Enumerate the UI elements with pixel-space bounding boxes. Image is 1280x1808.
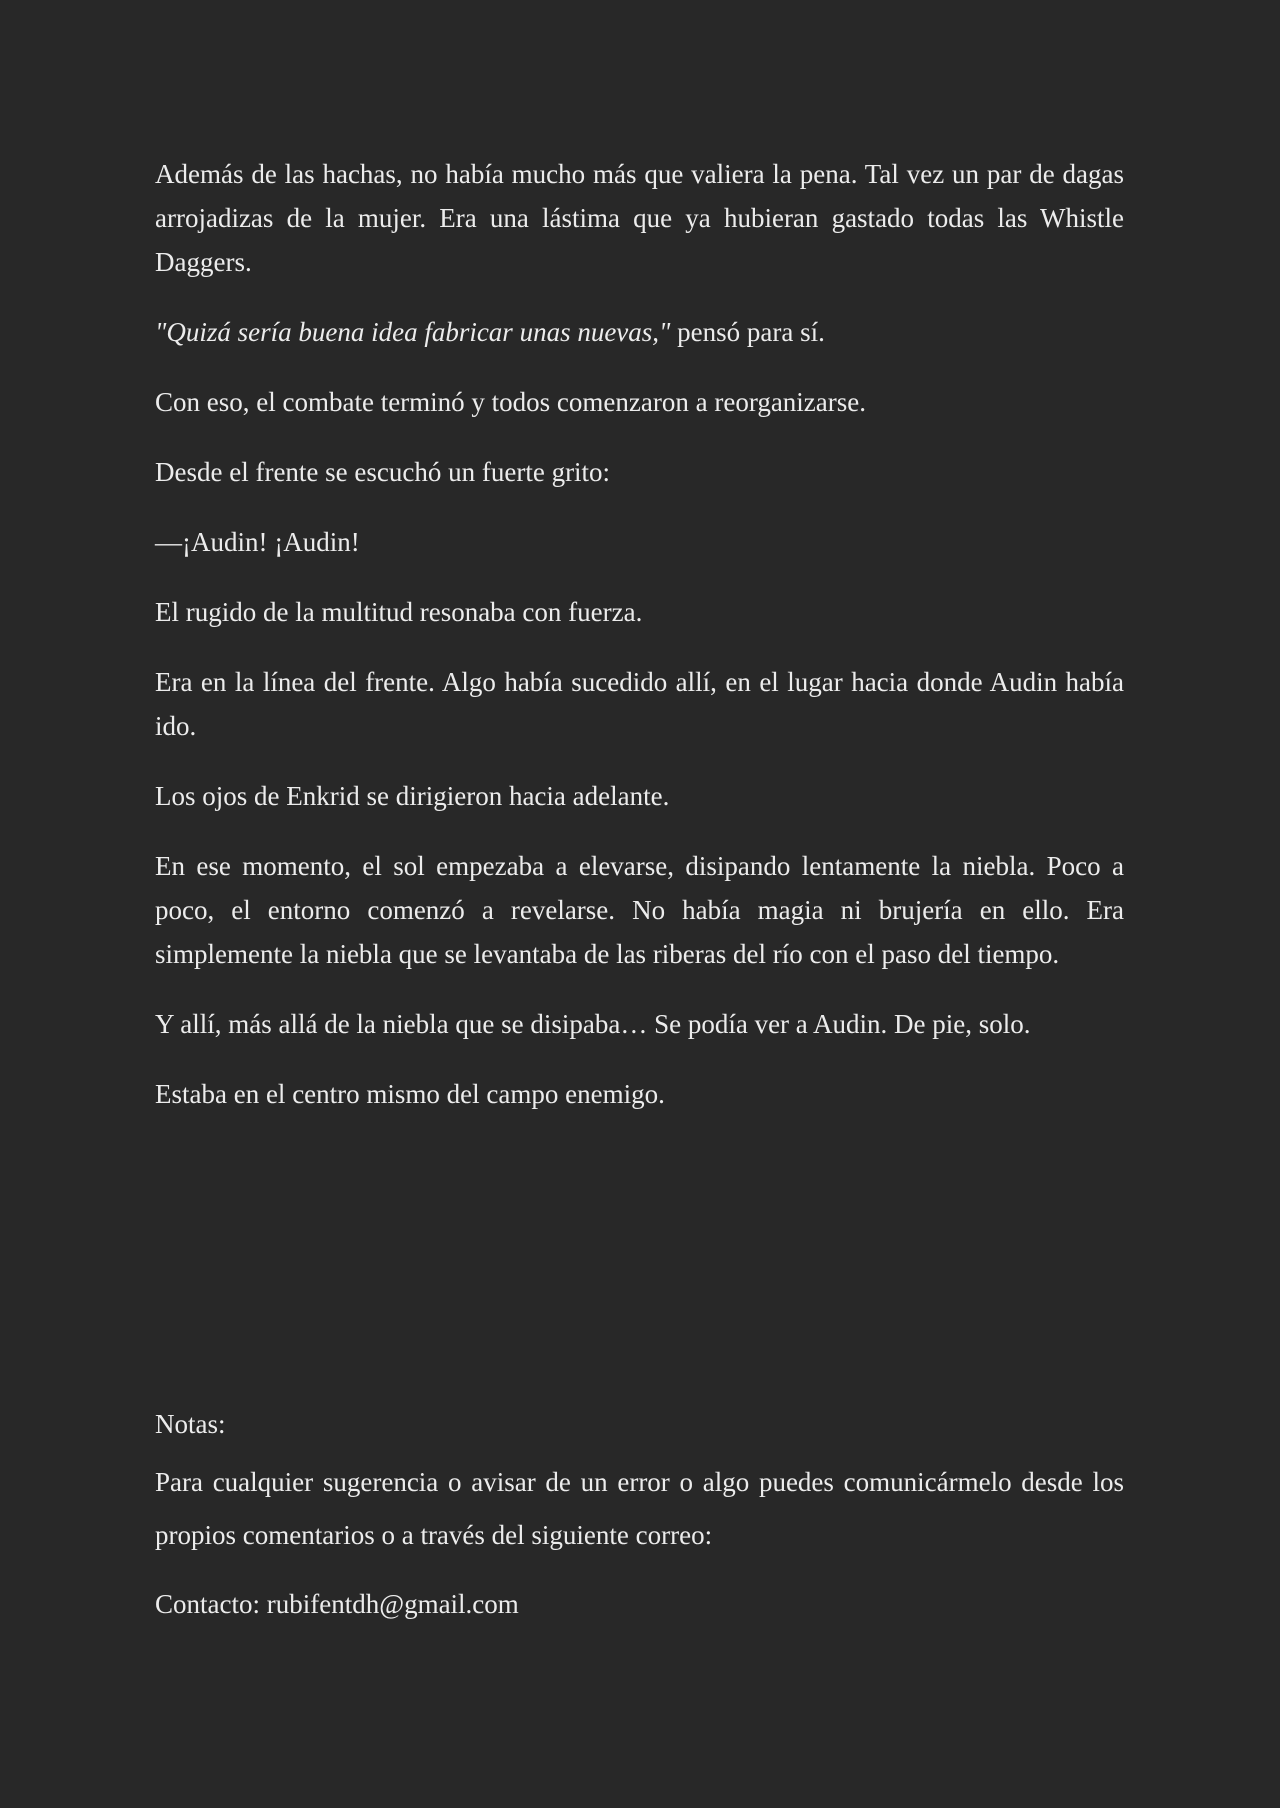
notes-title: Notas: <box>155 1409 226 1439</box>
dialogue-line: —¡Audin! ¡Audin! <box>155 527 360 557</box>
translator-notes <box>155 1404 1124 1624</box>
paragraph: En ese momento, el sol empezaba a elevarse, disipando lentamente la niebla. Poco a poco, el entorno comenzó a revelarse. No había magia ni brujería en ello. Era simplemente la niebla que se levantaba de las riberas del río con el paso del tiempo. <box>155 851 1124 969</box>
paragraph: Además de las hachas, no había mucho más que valiera la pena. Tal vez un par de dagas arrojadizas de la mujer. Era una lástima que ya hubieran gastado todas las Whistle Daggers. <box>155 159 1124 277</box>
paragraph: Y allí, más allá de la niebla que se disipaba… Se podía ver a Audin. De pie, solo. <box>155 1009 1031 1039</box>
paragraph: Era en la línea del frente. Algo había sucedido allí, en el lugar hacia donde Audin había ido. <box>155 667 1124 741</box>
paragraph: Estaba en el centro mismo del campo enemigo. <box>155 1079 665 1109</box>
paragraph: Los ojos de Enkrid se dirigieron hacia adelante. <box>155 781 670 811</box>
paragraph: Con eso, el combate terminó y todos comenzaron a reorganizarse. <box>155 387 867 417</box>
thought-attribution: pensó para sí. <box>670 317 825 347</box>
paragraph: El rugido de la multitud resonaba con fuerza. <box>155 597 643 627</box>
chapter-text <box>155 152 1124 1142</box>
notes-body: Para cualquier sugerencia o avisar de un error o algo puedes comunicármelo desde los propios comentarios o a través del siguiente correo: <box>155 1467 1124 1550</box>
italic-thought: "Quizá sería buena idea fabricar unas nuevas," <box>155 317 671 347</box>
thought-paragraph <box>155 310 1124 354</box>
paragraph: Desde el frente se escuchó un fuerte grito: <box>155 457 611 487</box>
contact-email: Contacto: rubifentdh@gmail.com <box>155 1589 519 1619</box>
